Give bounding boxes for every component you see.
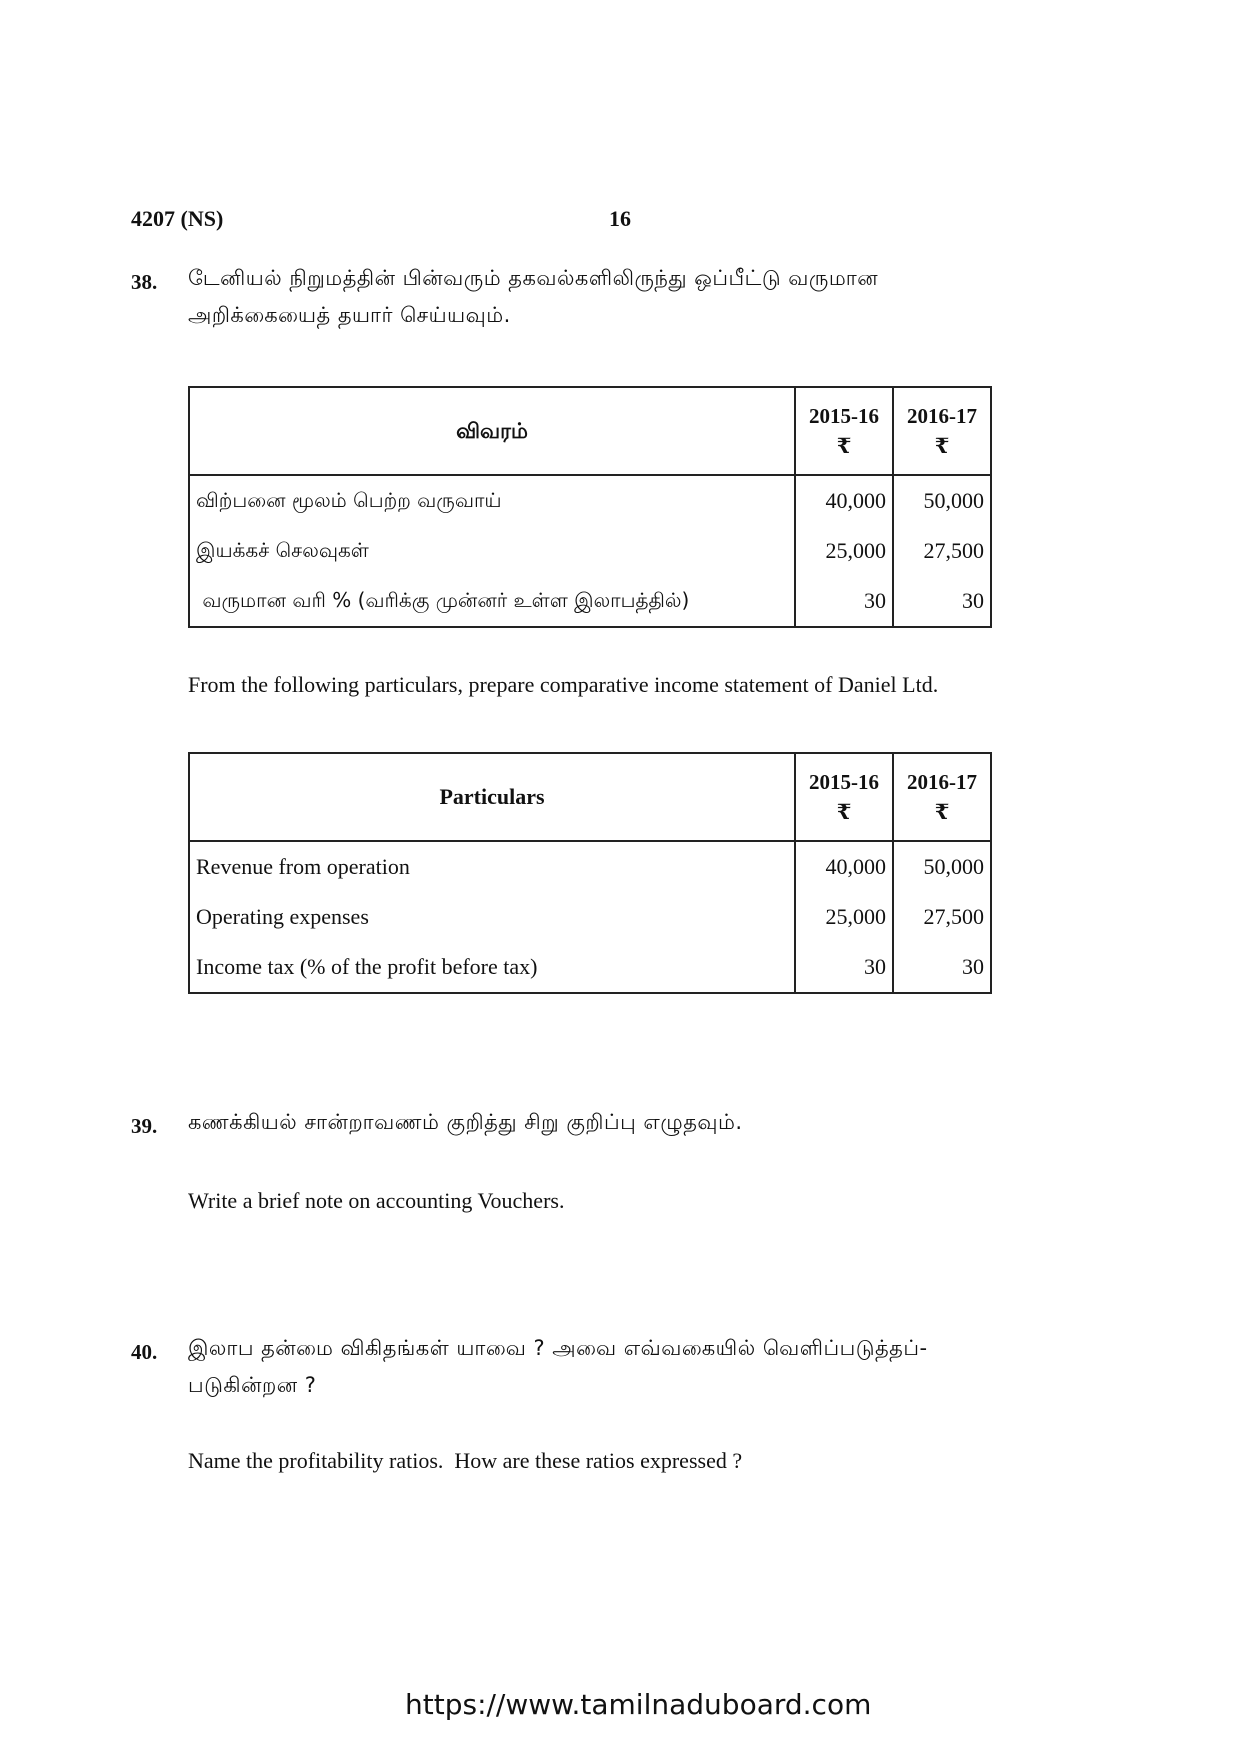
question-number-39: 39. [131,1114,158,1138]
rupee-symbol: ₹ [836,434,852,458]
year-label: 2016-17 [907,404,977,428]
row-label: விற்பனை மூலம் பெற்ற வருவாய் [189,475,795,526]
english-table-header-year2 [893,753,991,841]
table-row [189,475,991,526]
question-number-40: 40. [131,1340,158,1364]
english-table-header-label: Particulars [189,753,795,841]
q38-tamil-line2: அறிக்கையைத் தயார் செய்யவும். [188,303,511,327]
row-value-2015-16: 30 [795,942,893,993]
tamil-table-header-label: விவரம் [189,387,795,475]
row-value-2015-16: 40,000 [795,475,893,526]
rupee-symbol: ₹ [934,800,950,824]
row-label: இயக்கச் செலவுகள் [189,526,795,576]
q40-tamil-line2: படுகின்றன ? [188,1373,317,1397]
q40-english: Name the profitability ratios. How are these ratios expressed ? [188,1448,743,1473]
year-label: 2015-16 [809,404,879,428]
table-row [189,892,991,942]
row-value-2015-16: 25,000 [795,526,893,576]
row-label: Operating expenses [189,892,795,942]
table-row [189,576,991,627]
paper-code: 4207 (NS) [131,206,224,231]
q38-tamil-table [188,386,992,628]
page-number: 16 [609,206,631,231]
footer-url[interactable]: https://www.tamilnaduboard.com [405,1688,872,1721]
row-value-2016-17: 50,000 [893,841,991,892]
row-value-2015-16: 30 [795,576,893,627]
q38-english-table [188,752,992,994]
table-row [189,841,991,892]
year-label: 2015-16 [809,770,879,794]
row-value-2016-17: 30 [893,576,991,627]
row-value-2016-17: 50,000 [893,475,991,526]
q38-english-text: From the following particulars, prepare comparative income statement of Daniel Ltd. [188,672,939,697]
row-value-2016-17: 30 [893,942,991,993]
rupee-symbol: ₹ [836,800,852,824]
q39-english: Write a brief note on accounting Vouchers. [188,1188,565,1213]
row-label: வருமான வரி % (வரிக்கு முன்னர் உள்ள இலாபத்தில்) [189,576,795,627]
year-label: 2016-17 [907,770,977,794]
table-row [189,526,991,576]
q40-tamil-line1: இலாப தன்மை விகிதங்கள் யாவை ? அவை எவ்வகையில் வெளிப்படுத்தப்- [188,1336,928,1360]
rupee-symbol: ₹ [934,434,950,458]
q38-tamil-line1: டேனியல் நிறுமத்தின் பின்வரும் தகவல்களிலிருந்து ஒப்பீட்டு வருமான [188,266,879,290]
question-number-38: 38. [131,270,158,294]
row-value-2016-17: 27,500 [893,526,991,576]
row-label: Income tax (% of the profit before tax) [189,942,795,993]
row-value-2016-17: 27,500 [893,892,991,942]
q39-tamil: கணக்கியல் சான்றாவணம் குறித்து சிறு குறிப்பு எழுதவும். [188,1110,743,1134]
english-table-header-year1 [795,753,893,841]
tamil-table-header-year2 [893,387,991,475]
row-value-2015-16: 40,000 [795,841,893,892]
tamil-table-header-year1 [795,387,893,475]
row-value-2015-16: 25,000 [795,892,893,942]
table-row [189,942,991,993]
row-label: Revenue from operation [189,841,795,892]
